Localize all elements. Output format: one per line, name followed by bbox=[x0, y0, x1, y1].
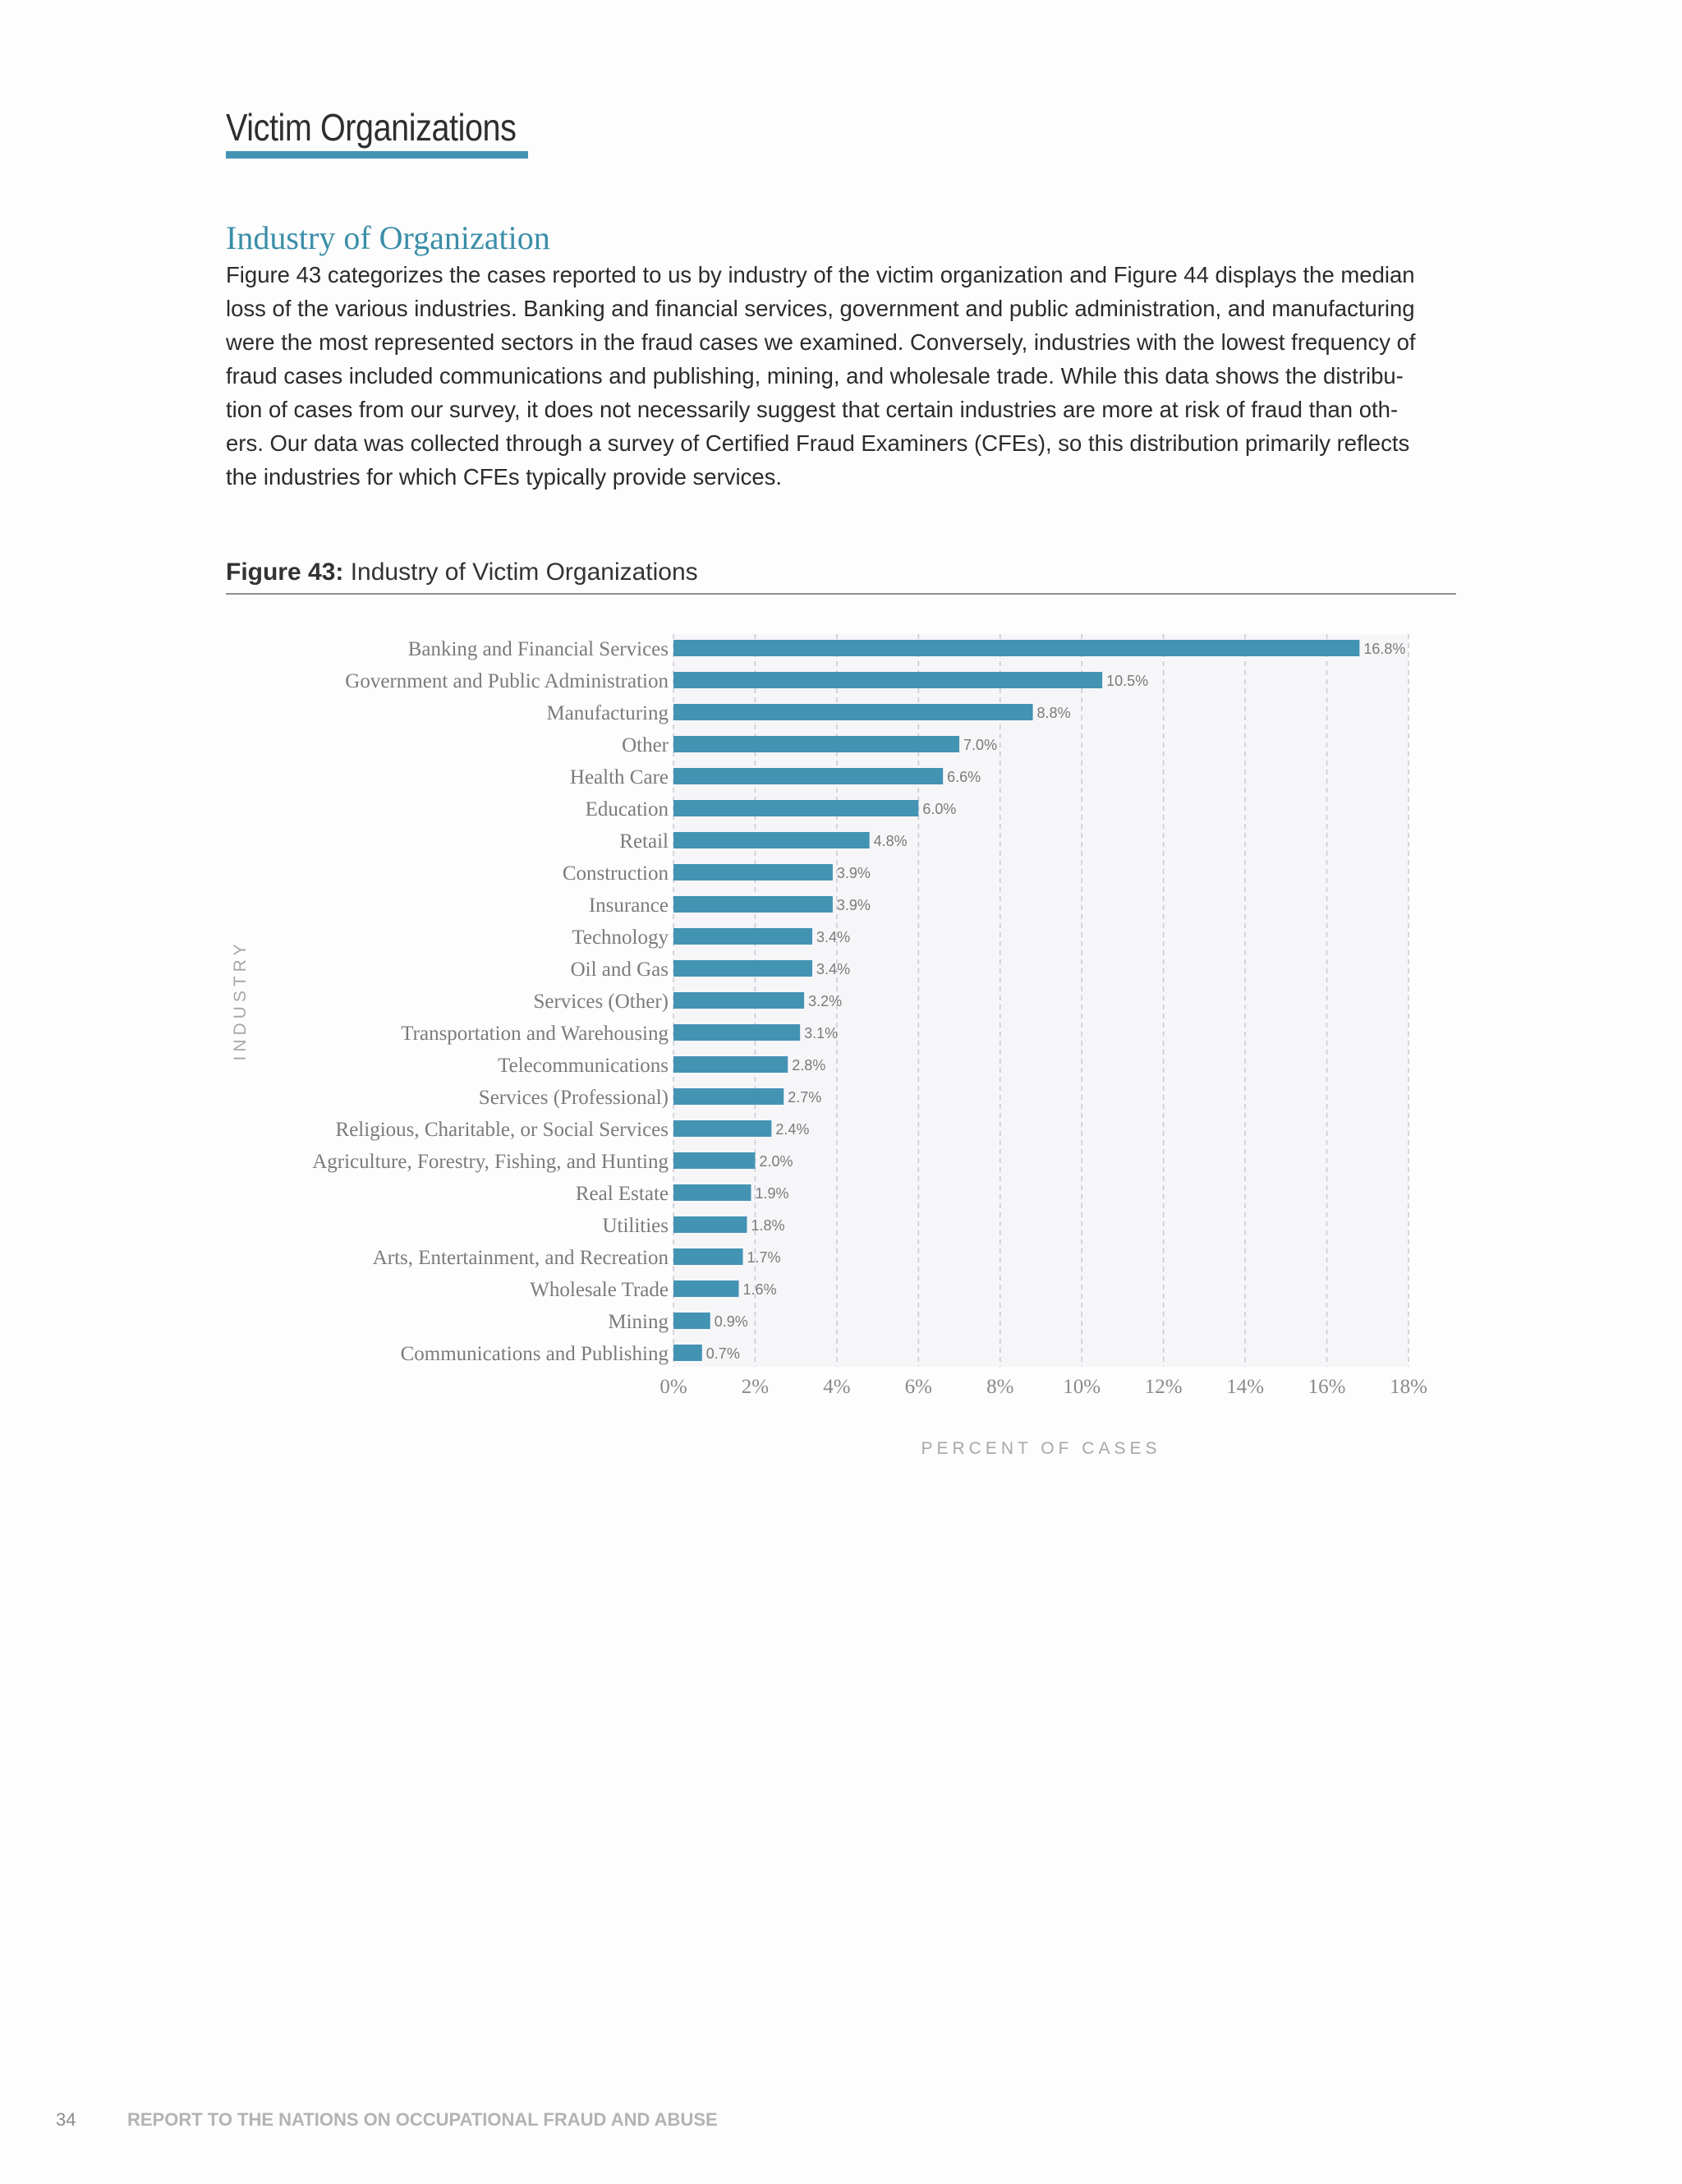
category-label: Manufacturing bbox=[546, 702, 669, 724]
x-tick-labels bbox=[659, 1376, 1427, 1398]
value-label: 2.7% bbox=[788, 1089, 822, 1106]
category-label: Other bbox=[622, 734, 669, 756]
x-axis-title: PERCENT OF CASES bbox=[921, 1439, 1161, 1458]
category-label: Religious, Charitable, or Social Services bbox=[335, 1119, 669, 1141]
category-label: Services (Other) bbox=[533, 991, 669, 1013]
bar bbox=[673, 1056, 788, 1073]
value-label: 3.1% bbox=[804, 1025, 839, 1041]
value-label: 1.6% bbox=[742, 1281, 777, 1298]
value-label: 3.4% bbox=[816, 929, 851, 945]
value-label: 7.0% bbox=[963, 737, 998, 753]
bar bbox=[673, 1184, 751, 1201]
value-label: 16.8% bbox=[1363, 641, 1406, 657]
intro-line: fraud cases included communications and publishing, mining, and wholesale trade. While this data shows the distribu- bbox=[226, 363, 1404, 389]
category-label: Wholesale Trade bbox=[530, 1279, 669, 1301]
bar bbox=[673, 1281, 739, 1297]
x-tick-label: 12% bbox=[1144, 1376, 1183, 1398]
value-label: 3.9% bbox=[836, 865, 871, 881]
subsection-heading: Industry of Organization bbox=[226, 219, 550, 256]
bar bbox=[673, 960, 812, 977]
bar bbox=[673, 640, 1359, 656]
value-label: 4.8% bbox=[873, 833, 908, 849]
intro-line: loss of the various industries. Banking and financial services, government and public administration, and manufacturing bbox=[226, 296, 1415, 321]
bar bbox=[673, 704, 1033, 720]
bar bbox=[673, 768, 943, 784]
category-label: Arts, Entertainment, and Recreation bbox=[372, 1247, 669, 1269]
bar bbox=[673, 800, 918, 816]
value-label: 3.9% bbox=[836, 897, 871, 913]
bar bbox=[673, 1088, 784, 1105]
intro-line: ers. Our data was collected through a survey of Certified Fraud Examiners (CFEs), so this distribution primarily reflects bbox=[226, 430, 1410, 456]
x-tick-label: 4% bbox=[823, 1376, 851, 1398]
category-label: Government and Public Administration bbox=[345, 670, 669, 692]
value-label: 8.8% bbox=[1036, 705, 1071, 721]
figure-title: Industry of Victim Organizations bbox=[350, 559, 698, 586]
bar bbox=[673, 1248, 743, 1265]
category-label: Banking and Financial Services bbox=[407, 638, 669, 660]
category-label: Transportation and Warehousing bbox=[401, 1023, 669, 1045]
x-tick-label: 2% bbox=[741, 1376, 770, 1398]
category-label: Construction bbox=[562, 862, 669, 885]
category-label: Mining bbox=[608, 1311, 669, 1333]
intro-line: the industries for which CFEs typically provide services. bbox=[226, 464, 783, 490]
value-label: 3.2% bbox=[808, 993, 843, 1009]
x-tick-label: 6% bbox=[904, 1376, 932, 1398]
intro-line: tion of cases from our survey, it does not necessarily suggest that certain industries are more at risk of fraud than oth- bbox=[226, 397, 1399, 422]
intro-line: Figure 43 categorizes the cases reported to us by industry of the victim organization and Figure 44 displays the median bbox=[226, 262, 1415, 287]
footer-title: REPORT TO THE NATIONS ON OCCUPATIONAL FRAUD AND ABUSE bbox=[127, 2109, 718, 2130]
x-tick-label: 10% bbox=[1063, 1376, 1101, 1398]
category-label: Education bbox=[585, 798, 669, 821]
x-tick-label: 18% bbox=[1390, 1376, 1427, 1398]
bar bbox=[673, 672, 1102, 688]
category-label: Services (Professional) bbox=[478, 1087, 669, 1109]
value-label: 2.8% bbox=[792, 1057, 826, 1074]
value-label: 1.8% bbox=[751, 1217, 785, 1234]
value-label: 2.0% bbox=[759, 1153, 793, 1170]
category-label: Real Estate bbox=[575, 1183, 669, 1205]
section-title: Victim Organizations bbox=[226, 106, 517, 149]
value-label: 10.5% bbox=[1106, 673, 1149, 689]
category-label: Communications and Publishing bbox=[400, 1343, 669, 1365]
value-label: 1.7% bbox=[747, 1249, 781, 1266]
value-label: 0.9% bbox=[714, 1313, 748, 1330]
x-tick-label: 8% bbox=[986, 1376, 1014, 1398]
page-number: 34 bbox=[56, 2109, 76, 2130]
bar bbox=[673, 1024, 800, 1041]
bar bbox=[673, 992, 804, 1009]
bar bbox=[673, 832, 870, 848]
category-label: Telecommunications bbox=[498, 1055, 669, 1077]
x-tick-label: 16% bbox=[1307, 1376, 1346, 1398]
intro-line: were the most represented sectors in the fraud cases we examined. Conversely, industries with the lowest frequency of bbox=[226, 329, 1416, 355]
category-label: Agriculture, Forestry, Fishing, and Hunting bbox=[312, 1151, 669, 1173]
bar bbox=[673, 1152, 755, 1169]
category-labels bbox=[312, 638, 669, 1365]
category-label: Oil and Gas bbox=[570, 959, 669, 981]
bar bbox=[673, 864, 833, 880]
value-label: 3.4% bbox=[816, 961, 851, 977]
x-tick-label: 0% bbox=[659, 1376, 687, 1398]
category-label: Insurance bbox=[588, 894, 669, 917]
bar bbox=[673, 1345, 702, 1361]
category-label: Utilities bbox=[602, 1215, 669, 1237]
value-label: 6.6% bbox=[947, 769, 981, 785]
figure-label: Figure 43: bbox=[226, 559, 344, 586]
value-label: 2.4% bbox=[775, 1121, 810, 1138]
category-label: Health Care bbox=[569, 766, 669, 789]
category-label: Retail bbox=[619, 830, 669, 853]
value-label: 6.0% bbox=[922, 801, 957, 817]
bar bbox=[673, 1120, 771, 1137]
bar bbox=[673, 1313, 710, 1329]
category-label: Technology bbox=[572, 926, 669, 949]
bar bbox=[673, 928, 812, 945]
y-axis-title: INDUSTRY bbox=[231, 940, 250, 1061]
x-tick-label: 14% bbox=[1226, 1376, 1265, 1398]
value-label: 1.9% bbox=[755, 1185, 789, 1202]
bar bbox=[673, 736, 959, 752]
value-label: 0.7% bbox=[705, 1345, 740, 1362]
bar bbox=[673, 1216, 747, 1233]
bar bbox=[673, 896, 833, 913]
